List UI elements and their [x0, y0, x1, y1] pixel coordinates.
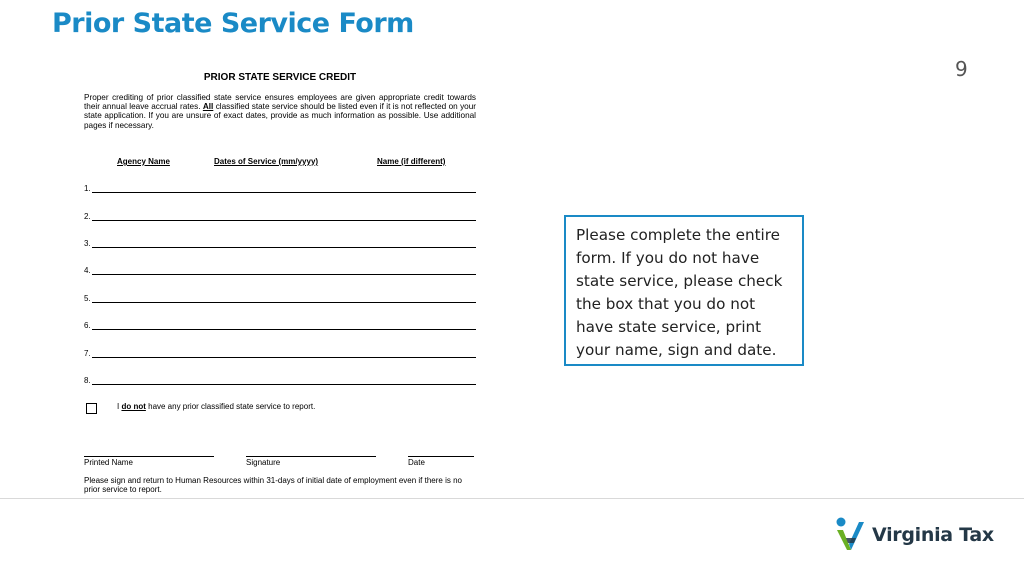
form-line-4: 4.: [84, 265, 476, 275]
form-line-3: 3.: [84, 238, 476, 248]
logo-text: Virginia Tax: [872, 524, 994, 546]
instruction-note: Please complete the entire form. If you do not have state service, please check the box that you do not have state service, print your name, sign and date.: [564, 215, 804, 366]
column-name-if-different: Name (if different): [377, 157, 446, 166]
no-service-label: I do not have any prior classified state service to report.: [117, 402, 316, 411]
form-title: PRIOR STATE SERVICE CREDIT: [203, 72, 357, 83]
column-agency-name: Agency Name: [117, 157, 170, 166]
form-line-2: 2.: [84, 211, 476, 221]
page-number: 9: [955, 57, 968, 81]
printed-name-line: [84, 456, 214, 457]
date-line: [408, 456, 474, 457]
virginia-tax-logo: [834, 516, 994, 554]
form-line-7: 7.: [84, 348, 476, 358]
form-line-1: 1.: [84, 183, 476, 193]
form-intro: Proper crediting of prior classified state service ensures employees are given appropriate credit towards their annual leave accrual rates. All classified state service should be listed even if it is not reflected on your state application. If you are unsure of exact dates, provide as much information as possible. Use additional pages if necessary.: [84, 93, 476, 130]
column-dates-of-service: Dates of Service (mm/yyyy): [214, 157, 319, 166]
form-image: [70, 62, 510, 498]
form-footer-note: Please sign and return to Human Resources within 31-days of initial date of employment even if there is no prior service to report.: [84, 476, 462, 495]
slide-title: Prior State Service Form: [52, 8, 414, 39]
printed-name-label: Printed Name: [84, 458, 133, 467]
form-line-6: 6.: [84, 320, 476, 330]
signature-line: [246, 456, 376, 457]
virginia-tax-logo-icon: [834, 516, 868, 554]
form-line-8: 8.: [84, 375, 476, 385]
date-label: Date: [408, 458, 425, 467]
bottom-divider: [0, 498, 1024, 499]
form-line-5: 5.: [84, 293, 476, 303]
no-service-checkbox: [86, 403, 97, 414]
signature-label: Signature: [246, 458, 281, 467]
